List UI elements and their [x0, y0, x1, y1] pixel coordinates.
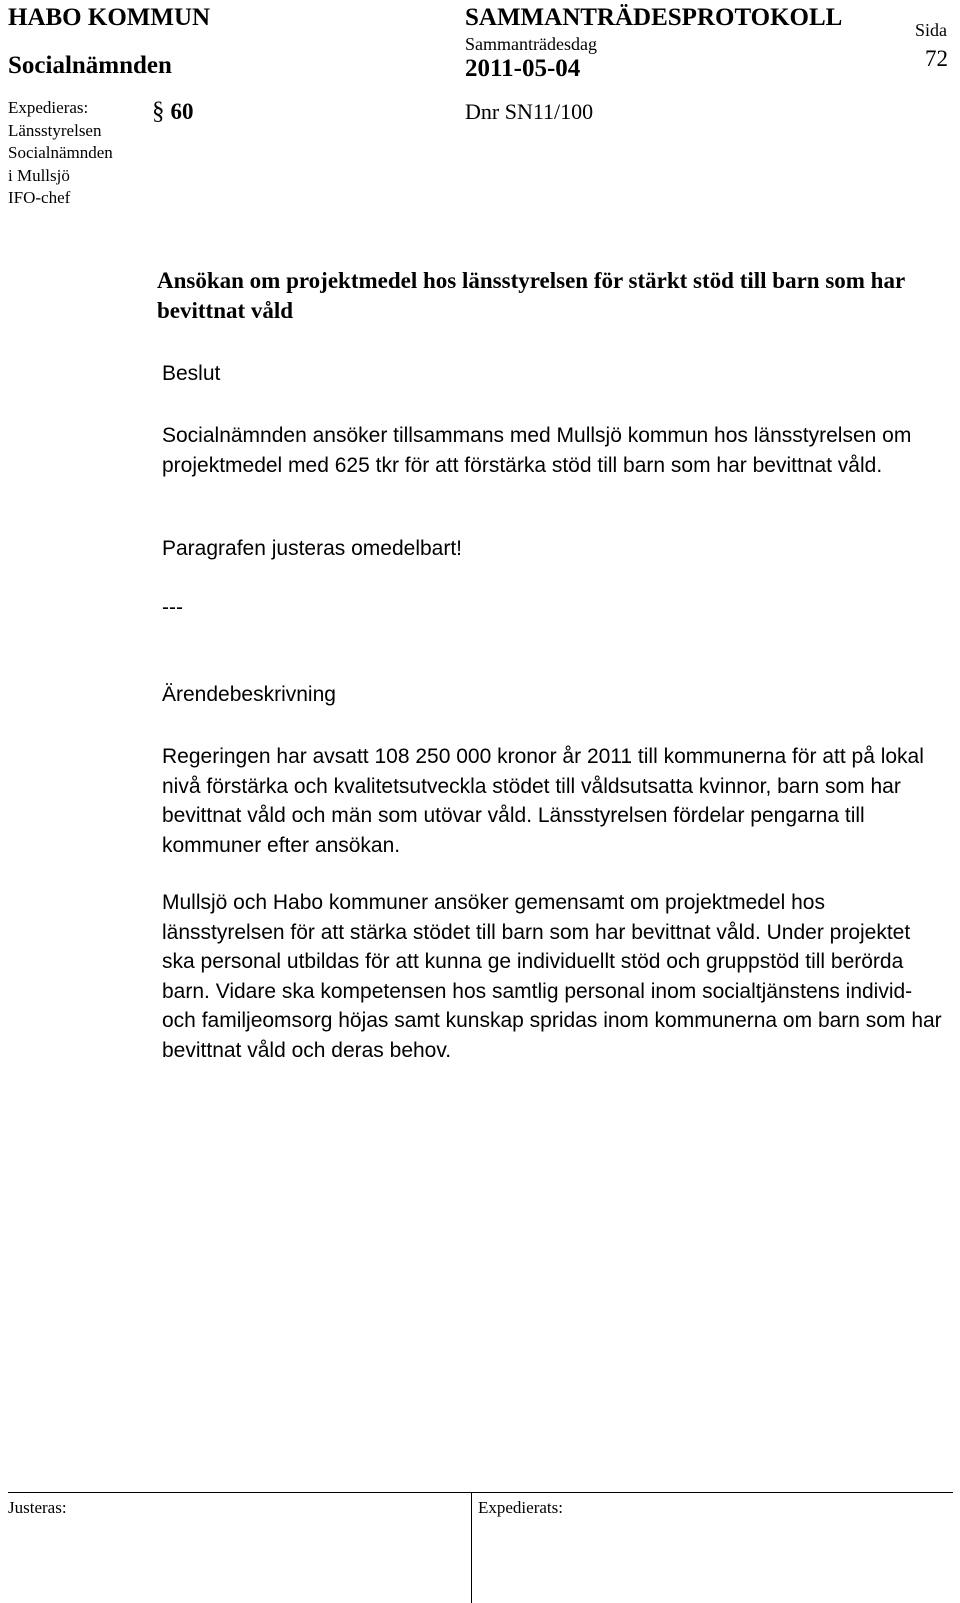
paragraph-number — [152, 98, 194, 126]
organization-name: HABO KOMMUN — [8, 4, 211, 31]
decision-note: Paragrafen justeras omedelbart! — [162, 537, 462, 560]
decision-text: Socialnämnden ansöker tillsammans med Mullsjö kommun hos länsstyrelsen om projektmedel med 625 tkr för att förstärka stöd till barn som har bevittnat våld. — [162, 424, 912, 477]
decision-heading: Beslut — [162, 362, 221, 385]
item-title: Ansökan om projektmedel hos länsstyrelsen för stärkt stöd till barn som har bevittnat våld — [157, 268, 905, 323]
description-paragraph: Mullsjö och Habo kommuner ansöker gemensamt om projektmedel hos länsstyrelsen för att stärka stödet till barn som har bevittnat våld. Under projektet ska personal utbildas för att kunna ge individuellt stöd och gruppstöd till berörda barn. Vidare ska kompetensen hos samtlig personal inom socialtjänstens individ- och familjeomsorg höjas samt kunskap spridas inom kommunerna om barn som har bevittnat våld och deras behov. — [162, 891, 942, 1062]
distribution-label: Expedieras: — [8, 98, 89, 117]
page-label: Sida — [915, 20, 948, 40]
footer-rule — [8, 1492, 953, 1493]
distribution-recipient: i Mullsjö — [8, 165, 70, 185]
distribution-list — [8, 97, 113, 210]
meeting-date: 2011-05-04 — [465, 55, 581, 82]
meeting-date-label: Sammanträdesdag — [465, 34, 597, 54]
dispatched-label: Expedierats: — [478, 1498, 563, 1517]
separator: --- — [162, 596, 183, 619]
document-type: SAMMANTRÄDESPROTOKOLL — [465, 4, 843, 31]
distribution-recipient: IFO-chef — [8, 188, 71, 208]
page-number: 72 — [925, 46, 948, 71]
adjusted-label: Justeras: — [8, 1498, 67, 1517]
section-symbol: § — [152, 98, 165, 125]
footer-divider — [471, 1492, 472, 1603]
description-paragraph: Regeringen har avsatt 108 250 000 kronor år 2011 till kommunerna för att på lokal nivå förstärka och kvalitetsutveckla stödet till våldsutsatta kvinnor, barn som har bevittnat våld och män som utövar våld. Länsstyrelsen fördelar pengarna till kommuner efter ansökan. — [162, 745, 924, 857]
distribution-recipient: Socialnämnden — [8, 143, 113, 163]
paragraph-number-value: 60 — [170, 99, 194, 124]
distribution-recipient: Länsstyrelsen — [8, 120, 102, 140]
case-number: Dnr SN11/100 — [465, 99, 594, 124]
committee-name: Socialnämnden — [8, 52, 172, 79]
description-heading: Ärendebeskrivning — [162, 683, 336, 706]
